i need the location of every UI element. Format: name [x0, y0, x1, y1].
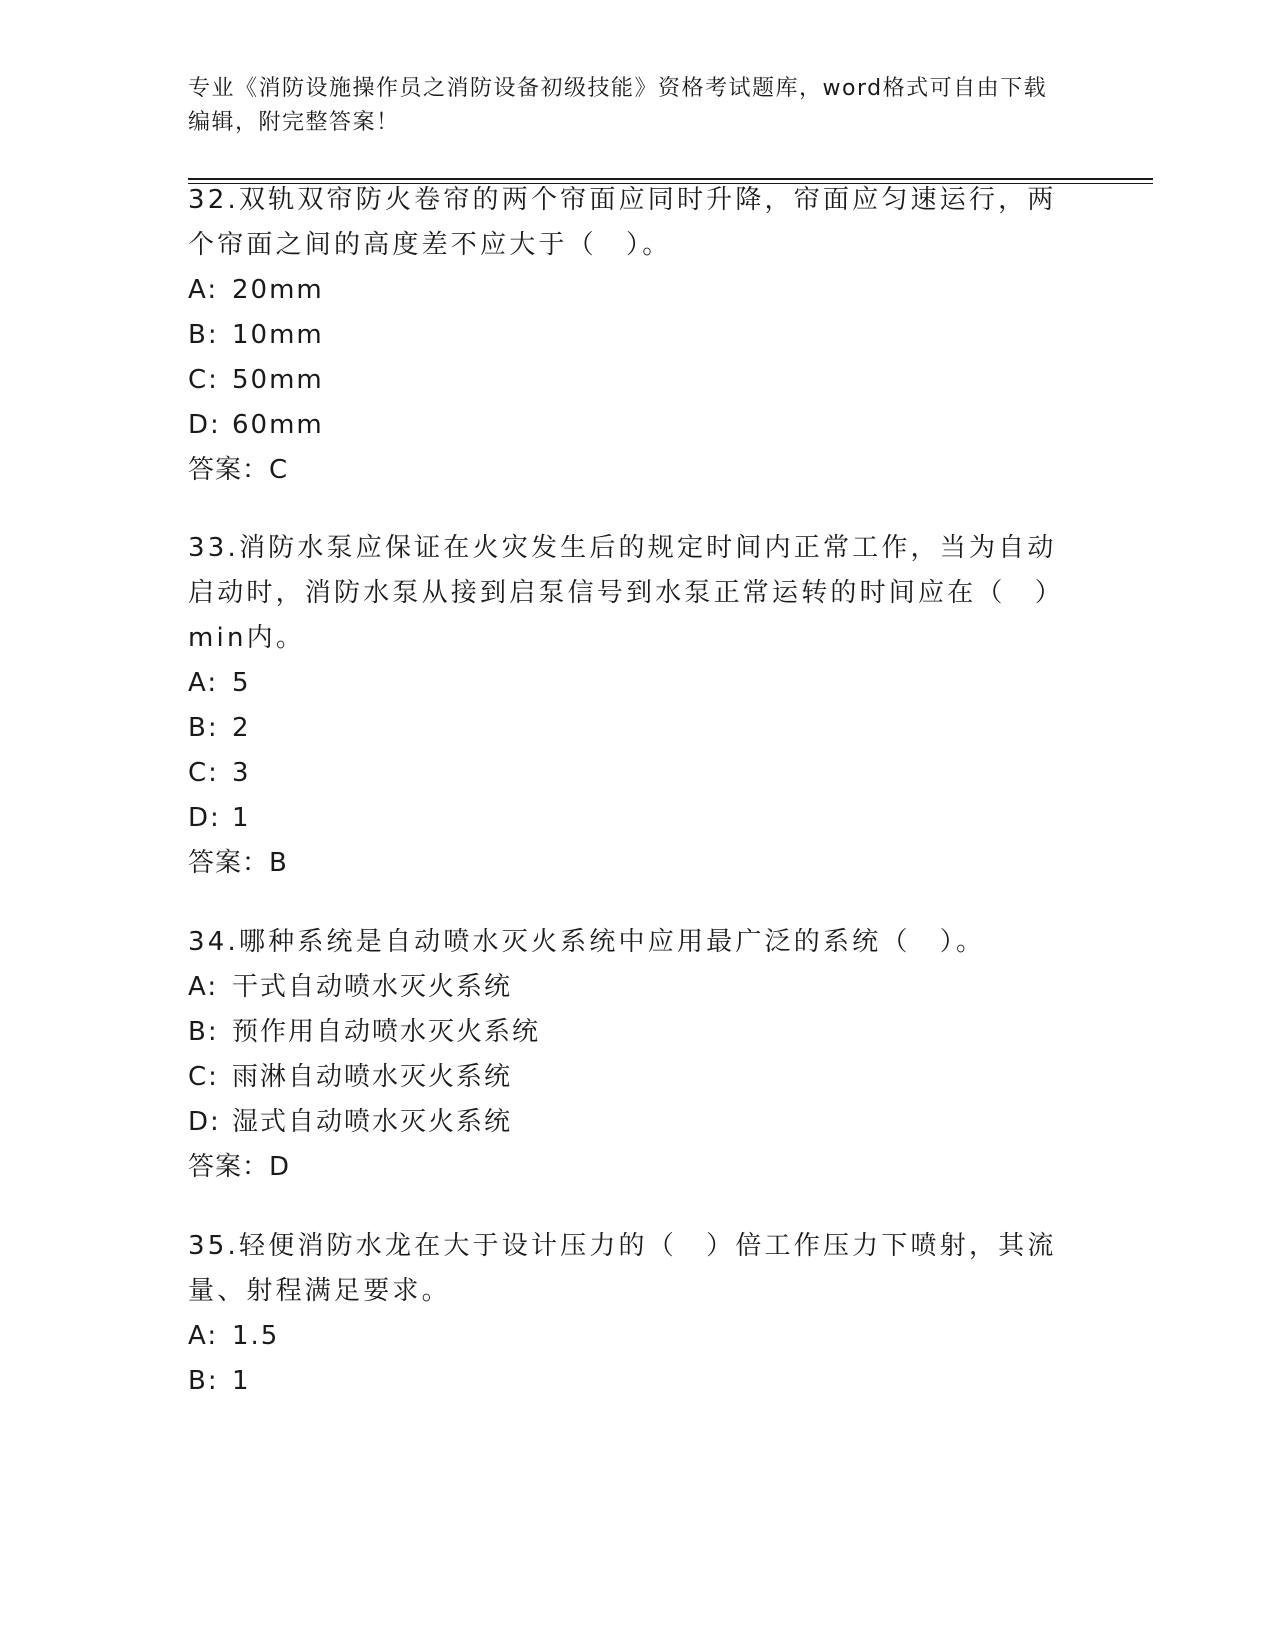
option-key: D: [188, 1107, 221, 1137]
option-c [188, 751, 1068, 796]
option-key: A: [188, 1321, 219, 1351]
answer-line: 答案：B [188, 848, 288, 878]
option-value: 3 [232, 758, 251, 788]
option-value: 2 [232, 713, 251, 743]
option-a [188, 1314, 1068, 1359]
option-key: A: [188, 972, 219, 1002]
option-value: 湿式自动喷水灭火系统 [232, 1107, 513, 1137]
option-b [188, 706, 1068, 751]
question-stem: 34.哪种系统是自动喷水灭火系统中应用最广泛的系统（ ）。 [188, 927, 986, 957]
option-value: 10mm [232, 320, 324, 350]
question-33 [188, 526, 1068, 886]
question-35 [188, 1224, 1068, 1404]
option-b [188, 1359, 1068, 1404]
option-c [188, 358, 1068, 403]
option-a [188, 268, 1068, 313]
option-value: 1 [232, 1366, 251, 1396]
option-value: 20mm [232, 275, 324, 305]
option-key: B: [188, 320, 219, 350]
option-b [188, 1010, 1068, 1055]
document-header: 专业《消防设施操作员之消防设备初级技能》资格考试题库，word格式可自由下载编辑，附完整答案！ [188, 76, 1048, 135]
option-value: 60mm [232, 410, 324, 440]
answer-line: 答案：D [188, 1152, 291, 1182]
option-value: 1.5 [232, 1321, 280, 1351]
option-c [188, 1055, 1068, 1100]
question-stem: 32.双轨双帘防火卷帘的两个帘面应同时升降，帘面应匀速运行，两个帘面之间的高度差不应大于（ ）。 [188, 185, 1057, 260]
option-key: A: [188, 275, 219, 305]
option-key: C: [188, 365, 219, 395]
option-key: B: [188, 713, 219, 743]
option-value: 预作用自动喷水灭火系统 [232, 1017, 541, 1047]
option-value: 5 [232, 668, 251, 698]
option-key: A: [188, 668, 219, 698]
option-a [188, 661, 1068, 706]
option-d [188, 403, 1068, 448]
question-32 [188, 178, 1068, 493]
option-value: 干式自动喷水灭火系统 [232, 972, 513, 1002]
option-value: 50mm [232, 365, 324, 395]
option-key: D: [188, 803, 221, 833]
option-d [188, 796, 1068, 841]
question-stem: 35.轻便消防水龙在大于设计压力的（ ）倍工作压力下喷射，其流量、射程满足要求。 [188, 1231, 1057, 1306]
option-key: C: [188, 1062, 219, 1092]
question-stem: 33.消防水泵应保证在火灾发生后的规定时间内正常工作，当为自动启动时，消防水泵从接到启泵信号到水泵正常运转的时间应在（ ）min内。 [188, 533, 1065, 653]
option-key: B: [188, 1366, 219, 1396]
option-key: C: [188, 758, 219, 788]
option-key: B: [188, 1017, 219, 1047]
option-a [188, 965, 1068, 1010]
option-key: D: [188, 410, 221, 440]
question-34 [188, 920, 1068, 1190]
option-b [188, 313, 1068, 358]
option-value: 雨淋自动喷水灭火系统 [232, 1062, 513, 1092]
answer-line: 答案：C [188, 455, 289, 485]
option-value: 1 [232, 803, 251, 833]
option-d [188, 1100, 1068, 1145]
